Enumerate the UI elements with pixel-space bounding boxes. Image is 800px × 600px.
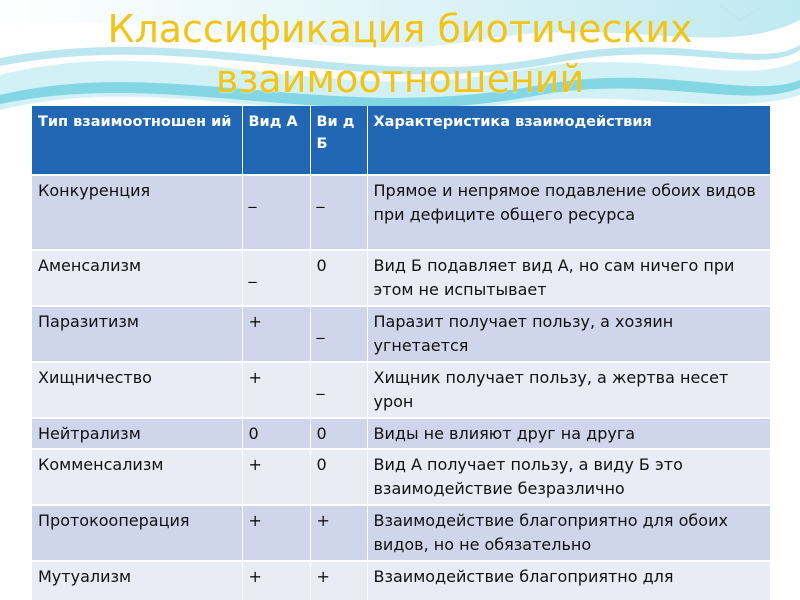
table-row <box>32 306 770 362</box>
cell-type: Протокооперация <box>32 505 242 561</box>
table-row <box>32 418 770 449</box>
cell-species-a: 0 <box>242 418 310 449</box>
cell-species-b: _ <box>310 306 367 362</box>
cell-type: Нейтрализм <box>32 418 242 449</box>
cell-description: Хищник получает пользу, а жертва несет урон <box>367 362 770 418</box>
cell-species-a: + <box>242 362 310 418</box>
header-description: Характеристика взаимодействия <box>367 106 770 175</box>
cell-description: Вид Б подавляет вид А, но сам ничего при этом не испытывает <box>367 250 770 306</box>
cell-species-a: + <box>242 306 310 362</box>
cell-species-b: 0 <box>310 250 367 306</box>
cell-species-b: 0 <box>310 449 367 505</box>
cell-description: Виды не влияют друг на друга <box>367 418 770 449</box>
cell-description: Паразит получает пользу, а хозяин угнетается <box>367 306 770 362</box>
cell-type: Мутуализм <box>32 561 242 600</box>
slide-title-line-1: Классификация биотических <box>107 7 693 51</box>
cell-type: Аменсализм <box>32 250 242 306</box>
cell-species-b: 0 <box>310 418 367 449</box>
interactions-table-container <box>32 106 770 600</box>
table-row <box>32 362 770 418</box>
table-row <box>32 250 770 306</box>
cell-species-b: + <box>310 561 367 600</box>
table-row <box>32 561 770 600</box>
cell-species-b: _ <box>310 362 367 418</box>
interactions-table <box>32 106 770 600</box>
slide-title-line-2: взаимоотношений <box>215 57 585 101</box>
cell-species-b: + <box>310 505 367 561</box>
table-row <box>32 449 770 505</box>
header-interaction-type: Тип взаимоотношен ий <box>32 106 242 175</box>
cell-species-a: _ <box>242 175 310 250</box>
cell-description: Вид А получает пользу, а виду Б это взаимодействие безразлично <box>367 449 770 505</box>
cell-species-a: _ <box>242 250 310 306</box>
table-row <box>32 505 770 561</box>
cell-type: Комменсализм <box>32 449 242 505</box>
cell-type: Хищничество <box>32 362 242 418</box>
table-row <box>32 175 770 250</box>
header-species-b: Ви д Б <box>310 106 367 175</box>
table-header-row <box>32 106 770 175</box>
cell-description: Прямое и непрямое подавление обоих видов при дефиците общего ресурса <box>367 175 770 250</box>
cell-type: Конкуренция <box>32 175 242 250</box>
cell-species-a: + <box>242 449 310 505</box>
header-species-a: Вид А <box>242 106 310 175</box>
cell-description: Взаимодействие благоприятно для обоих видов, но не обязательно <box>367 505 770 561</box>
cell-type: Паразитизм <box>32 306 242 362</box>
cell-species-a: + <box>242 505 310 561</box>
cell-description: Взаимодействие благоприятно для <box>367 561 770 600</box>
cell-species-a: + <box>242 561 310 600</box>
slide-title <box>0 4 800 104</box>
cell-species-b: _ <box>310 175 367 250</box>
